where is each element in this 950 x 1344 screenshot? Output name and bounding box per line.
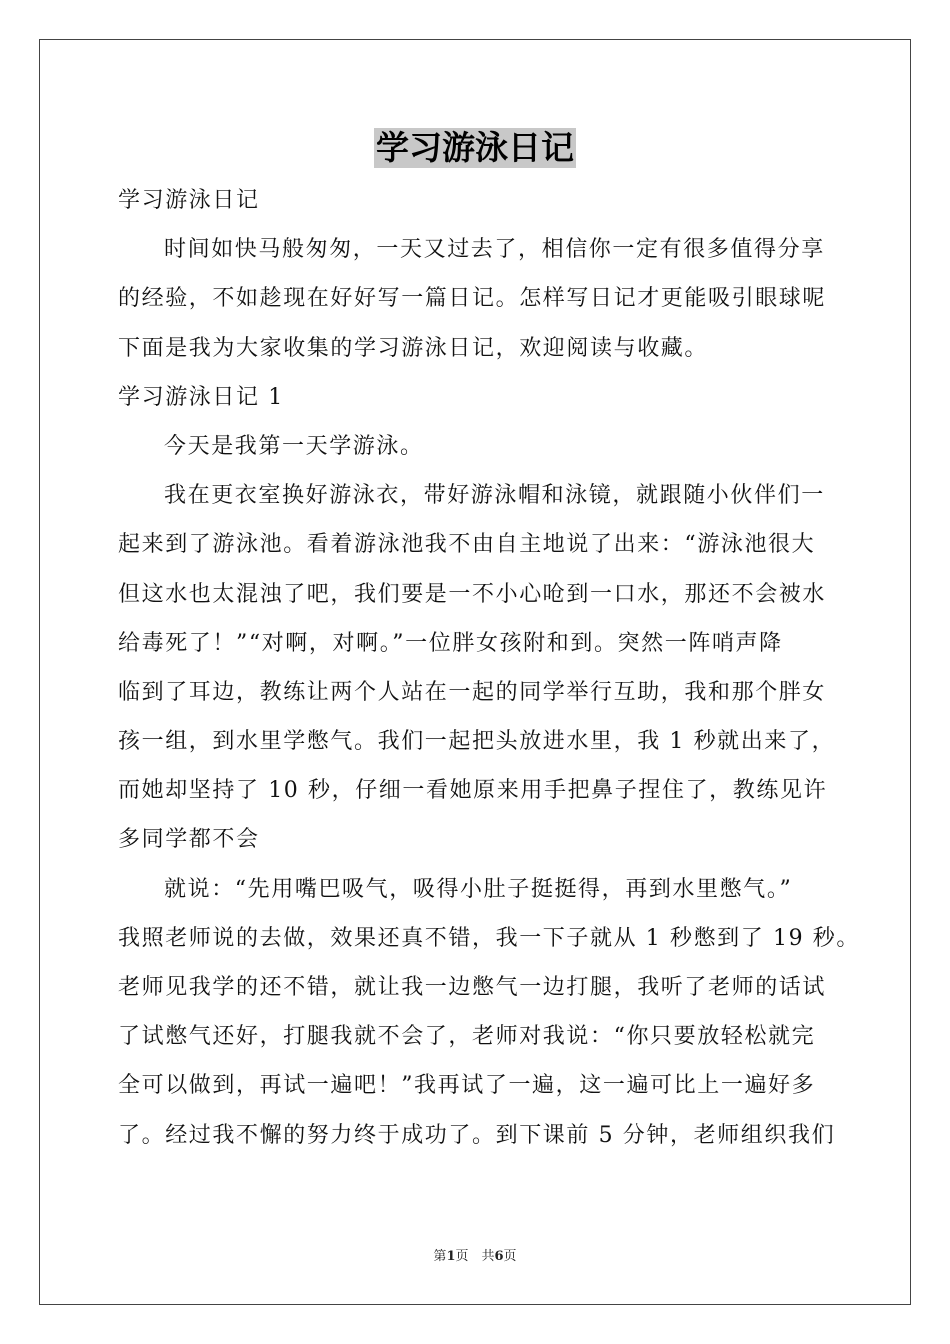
text-line: 就说：“先用嘴巴吸气，吸得小肚子挺挺得，再到水里憋气。” <box>164 876 793 902</box>
text-line: 的经验，不如趁现在好好写一篇日记。怎样写日记才更能吸引眼球呢 <box>118 286 827 312</box>
footer-total-pages: 6 <box>494 1249 504 1264</box>
text-line: 孩一组，到水里学憋气。我们一起把头放进水里，我 1 秒就出来了， <box>118 729 836 755</box>
document-body <box>118 176 860 1160</box>
text-line: 了。经过我不懈的努力终于成功了。到下课前 5 分钟，老师组织我们 <box>118 1122 836 1148</box>
page-footer <box>0 1245 950 1264</box>
text-line: 全可以做到，再试一遍吧！”我再试了一遍，这一遍可比上一遍好多 <box>118 1073 816 1099</box>
text-line: 但这水也太混浊了吧，我们要是一不小心呛到一口水，那还不会被水 <box>118 581 827 607</box>
text-line: 临到了耳边，教练让两个人站在一起的同学举行互助，我和那个胖女 <box>118 679 827 705</box>
text-line: 了试憋气还好，打腿我就不会了，老师对我说：“你只要放轻松就完 <box>118 1024 816 1050</box>
text-line: 下面是我为大家收集的学习游泳日记，欢迎阅读与收藏。 <box>118 335 709 361</box>
footer-current-page: 1 <box>446 1249 456 1264</box>
footer-prefix: 第 <box>433 1249 447 1264</box>
text-line: 今天是我第一天学游泳。 <box>164 433 424 459</box>
footer-suffix: 页 <box>503 1249 517 1264</box>
text-line: 而她却坚持了 10 秒，仔细一看她原来用手把鼻子捏住了，教练见许 <box>118 778 828 804</box>
title-container <box>0 128 950 168</box>
footer-mid: 页 共 <box>455 1249 495 1264</box>
text-line: 我在更衣室换好游泳衣，带好游泳帽和泳镜，就跟随小伙伴们一 <box>164 483 825 509</box>
text-line: 老师见我学的还不错，就让我一边憋气一边打腿，我听了老师的话试 <box>118 975 827 1000</box>
text-line: 我照老师说的去做，效果还真不错，我一下子就从 1 秒憋到了 19 秒。 <box>118 925 860 951</box>
document-title: 学习游泳日记 <box>376 128 574 167</box>
text-line: 时间如快马般匆匆，一天又过去了，相信你一定有很多值得分享 <box>164 237 825 263</box>
text-line: 起来到了游泳池。看着游泳池我不由自主地说了出来：“游泳池很大 <box>118 532 816 558</box>
text-line: 学习游泳日记 1 <box>118 384 284 410</box>
text-line: 给毒死了！”“对啊，对啊。”一位胖女孩附和到。突然一阵哨声降 <box>118 630 783 656</box>
text-line: 学习游泳日记 <box>118 188 260 213</box>
text-line: 多同学都不会 <box>118 827 260 853</box>
